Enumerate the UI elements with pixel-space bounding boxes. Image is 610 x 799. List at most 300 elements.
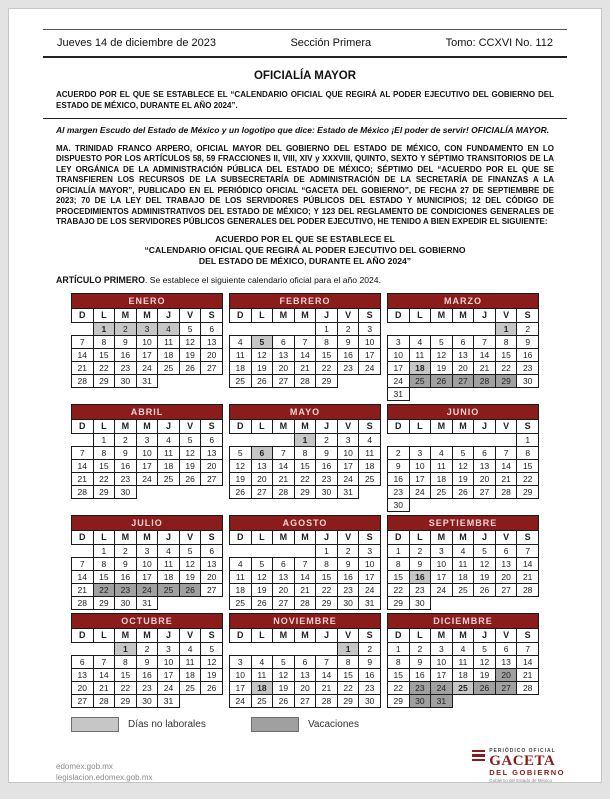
day-cell: 16 [316, 459, 338, 472]
day-cell: 19 [201, 668, 223, 681]
empty-day-cell [474, 433, 496, 446]
day-cell: 20 [452, 361, 474, 374]
empty-day-cell [251, 642, 273, 655]
day-cell: 6 [452, 335, 474, 348]
day-cell: 29 [316, 596, 338, 609]
day-cell: 4 [431, 446, 453, 459]
day-cell: 28 [517, 583, 539, 596]
day-cell: 7 [517, 544, 539, 557]
day-cell: 8 [316, 557, 338, 570]
day-cell: 23 [316, 472, 338, 485]
day-cell: 22 [337, 681, 359, 694]
day-cell: 15 [316, 348, 338, 361]
day-cell: 15 [93, 570, 115, 583]
day-of-week-header: S [201, 628, 223, 642]
day-of-week-header: V [179, 308, 201, 322]
day-cell: 8 [337, 655, 359, 668]
day-of-week-header: M [294, 419, 316, 433]
day-cell: 2 [359, 642, 381, 655]
day-of-week-header: M [294, 628, 316, 642]
day-cell: 3 [136, 433, 158, 446]
day-cell: 27 [452, 374, 474, 387]
day-cell: 1 [495, 322, 517, 335]
day-cell: 10 [359, 335, 381, 348]
day-cell: 20 [273, 361, 295, 374]
day-cell: 8 [388, 557, 410, 570]
day-cell: 28 [517, 681, 539, 694]
month-calendar-octubre [71, 613, 223, 708]
day-cell: 2 [409, 544, 431, 557]
day-cell: 27 [495, 583, 517, 596]
day-cell: 22 [294, 472, 316, 485]
day-cell: 11 [452, 557, 474, 570]
day-cell: 22 [93, 472, 115, 485]
day-cell: 24 [359, 361, 381, 374]
day-cell: 3 [230, 655, 252, 668]
day-cell: 23 [409, 681, 431, 694]
day-cell: 30 [115, 374, 137, 387]
day-cell: 8 [388, 655, 410, 668]
day-cell: 26 [230, 485, 252, 498]
day-cell: 2 [337, 544, 359, 557]
day-cell: 4 [230, 335, 252, 348]
empty-day-cell [230, 544, 252, 557]
month-title: OCTUBRE [72, 613, 223, 628]
day-cell: 13 [294, 668, 316, 681]
day-cell: 1 [93, 544, 115, 557]
legend-label: Días no laborales [128, 718, 206, 730]
day-of-week-header: V [337, 530, 359, 544]
day-cell: 30 [517, 374, 539, 387]
month-title: ENERO [72, 293, 223, 308]
day-cell: 27 [201, 361, 223, 374]
calendar-legend [71, 717, 567, 732]
day-cell: 23 [517, 361, 539, 374]
day-of-week-header: D [388, 530, 410, 544]
day-cell: 12 [431, 348, 453, 361]
day-cell: 16 [115, 570, 137, 583]
empty-day-cell [93, 642, 115, 655]
day-cell: 11 [179, 655, 201, 668]
day-cell: 9 [136, 655, 158, 668]
day-cell: 23 [115, 472, 137, 485]
day-cell: 7 [474, 335, 496, 348]
day-cell: 17 [409, 472, 431, 485]
day-of-week-header: L [251, 308, 273, 322]
day-cell: 30 [388, 498, 410, 511]
day-cell: 8 [517, 446, 539, 459]
logo-tagline: Gobierno del Estado de México [489, 777, 552, 783]
calendar-grid [71, 293, 567, 708]
day-of-week-header: M [273, 308, 295, 322]
legend-label: Vacaciones [308, 718, 359, 730]
day-cell: 9 [359, 655, 381, 668]
decree-subtitle: ACUERDO POR EL QUE SE ESTABLECE EL “CALENDARIO OFICIAL QUE REGIRÁ AL PODER EJECUTIVO DEL GOBIERNO DEL ESTADO DE MÉXICO, DURANTE EL AÑO 2024”. [56, 90, 554, 110]
day-cell: 23 [359, 681, 381, 694]
day-of-week-header: J [158, 308, 180, 322]
day-cell: 4 [179, 642, 201, 655]
empty-day-cell [251, 322, 273, 335]
day-cell: 2 [136, 642, 158, 655]
day-cell: 17 [359, 348, 381, 361]
day-cell: 2 [517, 322, 539, 335]
day-cell: 25 [409, 374, 431, 387]
day-cell: 5 [251, 335, 273, 348]
day-of-week-header: L [251, 530, 273, 544]
empty-day-cell [495, 433, 517, 446]
empty-day-cell [72, 322, 94, 335]
day-cell: 20 [201, 570, 223, 583]
empty-day-cell [251, 544, 273, 557]
day-of-week-header: V [337, 628, 359, 642]
day-of-week-header: M [115, 628, 137, 642]
day-cell: 13 [273, 570, 295, 583]
day-cell: 29 [517, 485, 539, 498]
day-cell: 14 [474, 348, 496, 361]
day-of-week-header: M [136, 308, 158, 322]
day-cell: 27 [251, 485, 273, 498]
day-cell: 21 [294, 361, 316, 374]
legend-item-vacation [251, 717, 431, 732]
day-cell: 1 [294, 433, 316, 446]
day-cell: 4 [230, 557, 252, 570]
day-cell: 21 [294, 583, 316, 596]
day-of-week-header: L [93, 530, 115, 544]
day-of-week-header: D [72, 419, 94, 433]
day-cell: 18 [452, 570, 474, 583]
day-cell: 16 [337, 570, 359, 583]
day-cell: 16 [359, 668, 381, 681]
day-cell: 17 [136, 348, 158, 361]
day-cell: 3 [136, 322, 158, 335]
day-cell: 6 [273, 557, 295, 570]
day-cell: 23 [409, 583, 431, 596]
day-cell: 2 [409, 642, 431, 655]
day-cell: 14 [93, 668, 115, 681]
day-of-week-header: M [452, 530, 474, 544]
day-cell: 3 [136, 544, 158, 557]
margin-note: Al margen Escudo del Estado de México y un logotipo que dice: Estado de México ¡El poder de servir! OFICIALÍA MAYOR. [56, 125, 550, 135]
month-title: NOVIEMBRE [230, 613, 381, 628]
day-cell: 29 [115, 694, 137, 707]
nonworking-swatch [71, 717, 119, 732]
day-of-week-header: L [409, 308, 431, 322]
day-cell: 23 [136, 681, 158, 694]
day-cell: 18 [158, 570, 180, 583]
day-cell: 6 [201, 433, 223, 446]
day-cell: 18 [431, 472, 453, 485]
decree-heading-line: DEL ESTADO DE MÉXICO, DURANTE EL AÑO 2024” [198, 255, 412, 266]
day-of-week-header: J [474, 530, 496, 544]
day-of-week-header: S [201, 308, 223, 322]
day-of-week-header: D [388, 419, 410, 433]
day-cell: 24 [431, 681, 453, 694]
day-cell: 25 [158, 472, 180, 485]
day-cell: 11 [431, 459, 453, 472]
day-cell: 21 [72, 583, 94, 596]
day-cell: 18 [158, 348, 180, 361]
day-cell: 15 [495, 348, 517, 361]
day-cell: 28 [474, 374, 496, 387]
day-cell: 24 [409, 485, 431, 498]
day-cell: 26 [431, 374, 453, 387]
day-cell: 24 [230, 694, 252, 707]
day-cell: 10 [431, 557, 453, 570]
day-of-week-header: J [158, 628, 180, 642]
day-cell: 22 [388, 583, 410, 596]
gaceta-bars-icon [472, 750, 485, 762]
day-cell: 14 [72, 570, 94, 583]
day-of-week-header: M [431, 530, 453, 544]
day-cell: 19 [273, 681, 295, 694]
day-cell: 6 [495, 544, 517, 557]
day-cell: 12 [474, 655, 496, 668]
day-cell: 2 [115, 544, 137, 557]
empty-day-cell [72, 544, 94, 557]
day-cell: 17 [388, 361, 410, 374]
day-cell: 24 [388, 374, 410, 387]
day-cell: 19 [452, 472, 474, 485]
month-title: SEPTIEMBRE [388, 515, 539, 530]
day-cell: 10 [431, 655, 453, 668]
day-cell: 16 [115, 348, 137, 361]
day-cell: 26 [273, 694, 295, 707]
day-cell: 25 [230, 374, 252, 387]
day-cell: 24 [136, 361, 158, 374]
day-cell: 20 [201, 459, 223, 472]
day-of-week-header: L [93, 628, 115, 642]
page-footer [56, 748, 567, 783]
day-cell: 13 [452, 348, 474, 361]
day-cell: 14 [294, 570, 316, 583]
day-cell: 21 [495, 472, 517, 485]
day-cell: 12 [179, 446, 201, 459]
day-of-week-header: J [316, 628, 338, 642]
day-cell: 18 [230, 583, 252, 596]
day-cell: 4 [409, 335, 431, 348]
day-cell: 31 [431, 694, 453, 707]
day-cell: 7 [72, 335, 94, 348]
day-cell: 24 [337, 472, 359, 485]
day-of-week-header: J [316, 419, 338, 433]
day-cell: 21 [273, 472, 295, 485]
day-cell: 25 [359, 472, 381, 485]
day-cell: 8 [495, 335, 517, 348]
day-cell: 1 [388, 642, 410, 655]
day-cell: 7 [72, 557, 94, 570]
day-cell: 30 [337, 596, 359, 609]
day-cell: 9 [115, 335, 137, 348]
day-cell: 24 [431, 583, 453, 596]
day-cell: 27 [201, 583, 223, 596]
day-cell: 14 [72, 459, 94, 472]
day-of-week-header: S [359, 628, 381, 642]
day-of-week-header: M [136, 530, 158, 544]
month-title: MARZO [388, 293, 539, 308]
day-cell: 14 [517, 655, 539, 668]
day-cell: 6 [495, 642, 517, 655]
day-cell: 11 [230, 348, 252, 361]
day-cell: 7 [495, 446, 517, 459]
day-cell: 25 [452, 681, 474, 694]
day-cell: 25 [158, 361, 180, 374]
day-of-week-header: V [337, 419, 359, 433]
decree-heading [56, 234, 554, 267]
day-of-week-header: L [93, 308, 115, 322]
day-cell: 12 [179, 557, 201, 570]
day-cell: 15 [337, 668, 359, 681]
empty-day-cell [230, 322, 252, 335]
day-cell: 6 [294, 655, 316, 668]
day-of-week-header: L [409, 628, 431, 642]
month-title: AGOSTO [230, 515, 381, 530]
day-cell: 13 [251, 459, 273, 472]
month-title: ABRIL [72, 404, 223, 419]
empty-day-cell [452, 322, 474, 335]
day-cell: 12 [179, 335, 201, 348]
day-cell: 12 [251, 570, 273, 583]
day-cell: 5 [452, 446, 474, 459]
day-cell: 27 [474, 485, 496, 498]
day-cell: 10 [136, 446, 158, 459]
day-of-week-header: M [115, 308, 137, 322]
empty-day-cell [273, 544, 295, 557]
day-of-week-header: M [136, 628, 158, 642]
day-cell: 17 [158, 668, 180, 681]
month-calendar-marzo [387, 293, 539, 401]
page-title: OFICIALÍA MAYOR [253, 70, 356, 82]
day-cell: 1 [316, 544, 338, 557]
day-cell: 29 [388, 694, 410, 707]
month-title: JUNIO [388, 404, 539, 419]
day-of-week-header: S [359, 308, 381, 322]
month-calendar-noviembre [229, 613, 381, 708]
empty-day-cell [409, 433, 431, 446]
day-cell: 26 [179, 361, 201, 374]
day-cell: 28 [273, 485, 295, 498]
divider-rule [43, 118, 567, 119]
day-cell: 5 [474, 642, 496, 655]
day-cell: 9 [316, 446, 338, 459]
day-of-week-header: J [316, 308, 338, 322]
day-cell: 20 [72, 681, 94, 694]
vacation-swatch [251, 717, 299, 732]
footer-links [56, 761, 153, 783]
day-cell: 9 [115, 557, 137, 570]
day-cell: 8 [93, 446, 115, 459]
day-cell: 26 [452, 485, 474, 498]
logo-periodico-oficial: PERIÓDICO OFICIAL [489, 747, 556, 754]
day-cell: 16 [517, 348, 539, 361]
day-cell: 27 [273, 596, 295, 609]
day-cell: 27 [294, 694, 316, 707]
day-cell: 21 [72, 361, 94, 374]
day-cell: 8 [93, 557, 115, 570]
month-calendar-septiembre [387, 515, 539, 610]
day-of-week-header: V [179, 419, 201, 433]
day-cell: 23 [388, 485, 410, 498]
day-of-week-header: S [517, 419, 539, 433]
day-cell: 6 [72, 655, 94, 668]
day-cell: 25 [452, 583, 474, 596]
day-cell: 15 [294, 459, 316, 472]
logo-del-gobierno: DEL GOBIERNO [489, 767, 565, 777]
empty-day-cell [273, 642, 295, 655]
day-of-week-header: L [93, 419, 115, 433]
day-cell: 18 [230, 361, 252, 374]
day-cell: 18 [452, 668, 474, 681]
day-cell: 5 [179, 544, 201, 557]
day-cell: 31 [388, 387, 410, 400]
day-cell: 13 [201, 335, 223, 348]
day-cell: 7 [517, 642, 539, 655]
day-cell: 14 [273, 459, 295, 472]
day-cell: 9 [517, 335, 539, 348]
day-cell: 28 [72, 485, 94, 498]
day-of-week-header: D [388, 628, 410, 642]
empty-day-cell [294, 642, 316, 655]
day-cell: 19 [179, 570, 201, 583]
day-cell: 20 [474, 472, 496, 485]
day-cell: 25 [158, 583, 180, 596]
day-cell: 5 [179, 322, 201, 335]
day-cell: 26 [474, 681, 496, 694]
day-of-week-header: J [474, 628, 496, 642]
day-cell: 26 [474, 583, 496, 596]
day-cell: 28 [93, 694, 115, 707]
article-first-text: . Se establece el siguiente calendario oficial para el año 2024. [144, 274, 381, 285]
day-cell: 6 [474, 446, 496, 459]
month-title: DICIEMBRE [388, 613, 539, 628]
month-calendar-julio [71, 515, 223, 610]
day-of-week-header: S [359, 530, 381, 544]
day-cell: 26 [179, 583, 201, 596]
day-cell: 25 [431, 485, 453, 498]
day-cell: 6 [201, 322, 223, 335]
day-cell: 12 [273, 668, 295, 681]
day-cell: 6 [251, 446, 273, 459]
day-cell: 11 [409, 348, 431, 361]
day-cell: 29 [337, 694, 359, 707]
day-cell: 2 [115, 322, 137, 335]
day-cell: 4 [251, 655, 273, 668]
day-cell: 15 [115, 668, 137, 681]
day-cell: 23 [337, 583, 359, 596]
masthead-tome: Tomo: CCXVI No. 112 [445, 37, 553, 49]
day-cell: 9 [115, 446, 137, 459]
empty-day-cell [388, 433, 410, 446]
day-cell: 7 [294, 557, 316, 570]
day-cell: 17 [431, 570, 453, 583]
day-cell: 22 [93, 583, 115, 596]
day-cell: 18 [251, 681, 273, 694]
day-cell: 8 [115, 655, 137, 668]
day-cell: 17 [136, 570, 158, 583]
article-first-label: ARTÍCULO PRIMERO [56, 274, 145, 285]
day-cell: 14 [72, 348, 94, 361]
day-of-week-header: M [273, 530, 295, 544]
day-cell: 11 [158, 446, 180, 459]
day-cell: 20 [294, 681, 316, 694]
day-cell: 27 [273, 374, 295, 387]
day-cell: 1 [93, 322, 115, 335]
empty-day-cell [474, 322, 496, 335]
day-cell: 24 [158, 681, 180, 694]
day-cell: 28 [72, 596, 94, 609]
day-cell: 27 [201, 472, 223, 485]
empty-day-cell [230, 433, 252, 446]
day-of-week-header: V [179, 530, 201, 544]
